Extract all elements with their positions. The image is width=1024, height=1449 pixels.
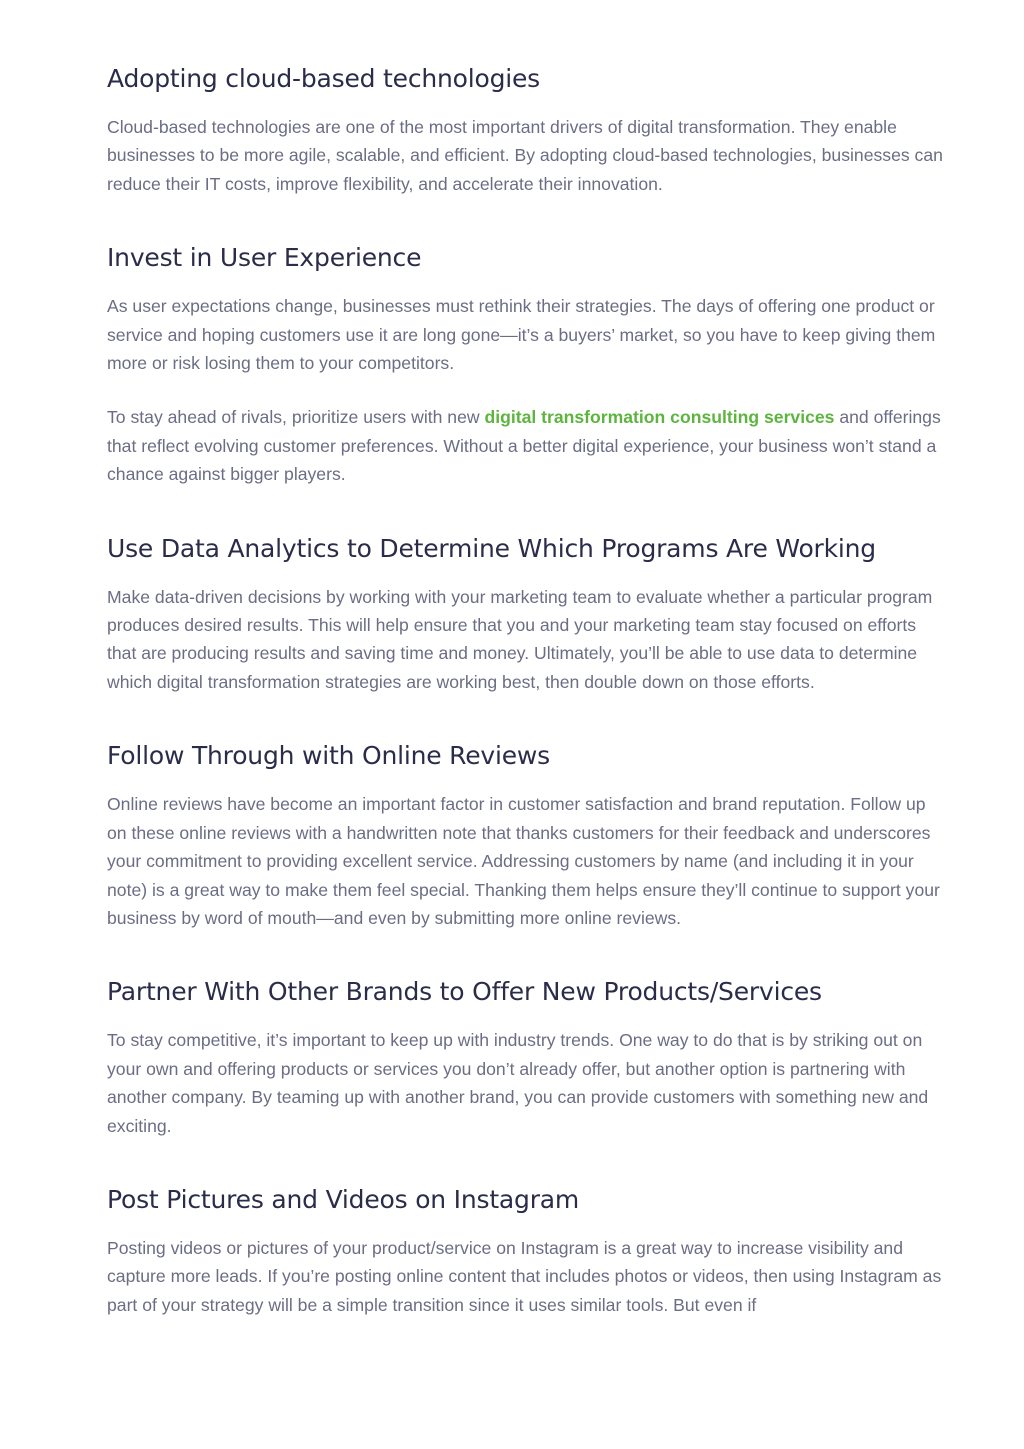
section-paragraph-with-link [107,403,947,488]
article-body [107,55,947,1319]
paragraph-text-before-link: To stay ahead of rivals, prioritize users with new [107,407,485,428]
section-heading: Partner With Other Brands to Offer New Products/Services [107,977,822,1007]
paragraph-text-after-link: and offerings that reflect evolving customer preferences. Without a better digital experience, your business won’t stand a chance against bigger players. [107,407,941,485]
section-heading: Follow Through with Online Reviews [107,741,551,771]
section-instagram [107,1184,947,1319]
section-cloud-technologies [107,63,947,198]
section-paragraph: Online reviews have become an important factor in customer satisfaction and brand reputation. Follow up on these online reviews with a handwritten note that thanks customers for their feedback and underscores your commitment to providing excellent service. Addressing customers by name (and including it in your note) is a great way to make them feel special. Thanking them helps ensure they’ll continue to support your business by word of mouth—and even by submitting more online reviews. [107,794,940,928]
section-partner-brands [107,976,947,1140]
section-heading: Post Pictures and Videos on Instagram [107,1184,580,1214]
section-heading: Adopting cloud-based technologies [107,64,541,93]
section-heading: Invest in User Experience [107,243,422,273]
section-paragraph: As user expectations change, businesses must rethink their strategies. The days of offering one product or service and hoping customers use it are long gone—it’s a buyers’ market, so you have to keep giving them more or risk losing them to your competitors. [107,296,936,374]
section-data-analytics [107,533,947,697]
section-heading: Use Data Analytics to Determine Which Programs Are Working [107,533,876,563]
section-paragraph: To stay competitive, it’s important to keep up with industry trends. One way to do that is by striking out on your own and offering products or services you don’t already offer, but another option is partnering with another company. By teaming up with another brand, you can provide customers with something new and exciting. [107,1030,929,1136]
section-paragraph: Make data-driven decisions by working with your marketing team to evaluate whether a particular program produces desired results. This will help ensure that you and your marketing team stay focused on efforts that are producing results and saving time and money. Ultimately, you’ll be able to use data to determine which digital transformation strategies are working best, then double down on those efforts. [107,586,933,692]
section-online-reviews [107,740,947,932]
consulting-services-link[interactable]: digital transformation consulting services [484,407,835,428]
section-paragraph: Cloud-based technologies are one of the most important drivers of digital transformation. They enable businesses to be more agile, scalable, and efficient. By adopting cloud-based technologies, businesses can reduce their IT costs, improve flexibility, and accelerate their innovation. [107,117,943,194]
section-paragraph: Posting videos or pictures of your product/service on Instagram is a great way to increase visibility and capture more leads. If you’re posting online content that includes photos or videos, then using Instagram as part of your strategy will be a simple transition since it uses similar tools. But even if [107,1237,942,1315]
section-user-experience [107,242,947,488]
